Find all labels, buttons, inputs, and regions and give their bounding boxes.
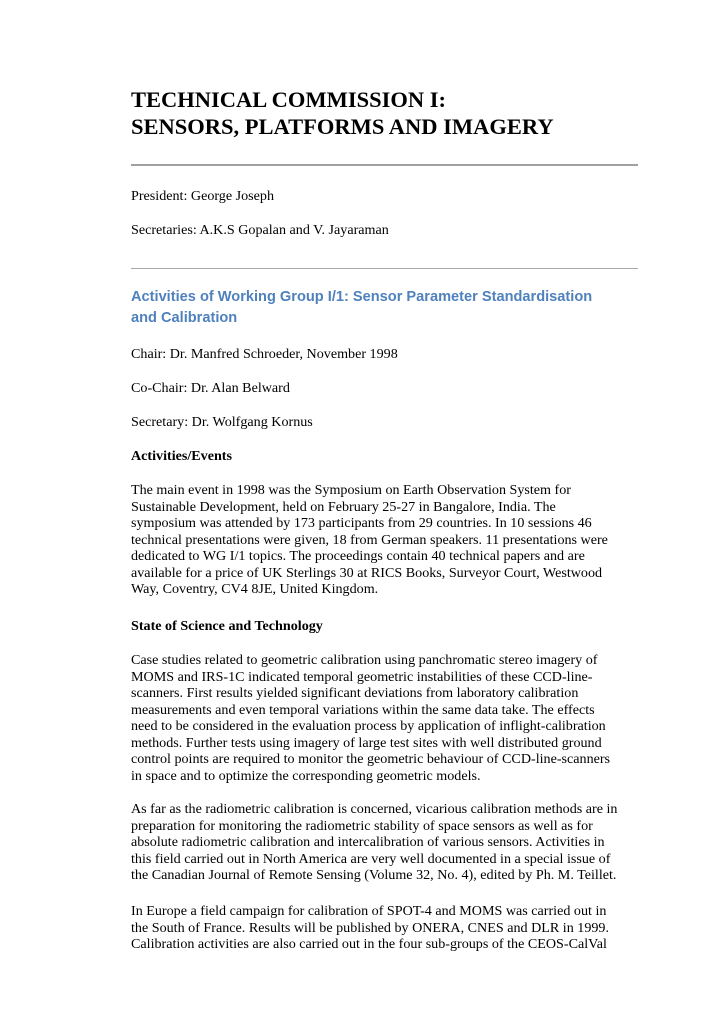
paragraph-line: available for a price of UK Sterlings 30 at RICS Books, Surveyor Court, Westwood (131, 564, 603, 581)
heading-line-1: Activities of Working Group I/1: Sensor Parameter Standardisation (131, 289, 593, 305)
section-divider (131, 268, 638, 269)
paragraph-line: this field carried out in North America are very well documented in a special issue of (131, 850, 611, 867)
state-paragraph-1 (131, 652, 641, 784)
paragraph-line: measurements and even temporal variations within the same data take. The effects (131, 701, 595, 718)
paragraph-line: As far as the radiometric calibration is concerned, vicarious calibration methods are in (131, 801, 618, 817)
paragraph-line: symposium was attended by 173 participants from 29 countries. In 10 sessions 46 (131, 515, 592, 531)
heading-line-2: and Calibration (131, 310, 238, 326)
secretaries-line: Secretaries: A.K.S Gopalan and V. Jayaraman (131, 222, 389, 238)
state-paragraph-3 (131, 903, 641, 953)
paragraph-line: Way, Coventry, CV4 8JE, United Kingdom. (131, 581, 379, 597)
document-title (131, 86, 641, 140)
paragraph-line: The main event in 1998 was the Symposium on Earth Observation System for (131, 482, 571, 498)
paragraph-line: methods. Further tests using imagery of large test sites with well distributed ground (131, 734, 602, 751)
paragraph-line: preparation for monitoring the radiometric stability of space sensors as well as for (131, 817, 593, 834)
title-line-1: TECHNICAL COMMISSION I: (131, 87, 447, 112)
working-group-heading (131, 287, 641, 329)
title-line-2: SENSORS, PLATFORMS AND IMAGERY (131, 114, 554, 139)
secretary-line: Secretary: Dr. Wolfgang Kornus (131, 414, 313, 430)
state-heading: State of Science and Technology (131, 618, 323, 634)
state-paragraph-2 (131, 801, 641, 884)
paragraph-line: absolute radiometric calibration and intercalibration of various sensors. Activities in (131, 834, 605, 850)
paragraph-line: Calibration activities are also carried out in the four sub-groups of the CEOS-CalVal (131, 936, 607, 952)
paragraph-line: in space and to optimize the corresponding geometric models. (131, 767, 481, 784)
paragraph-line: the Canadian Journal of Remote Sensing (Volume 32, No. 4), edited by Ph. M. Teillet. (131, 867, 617, 883)
paragraph-line: control points are required to monitor the geometric behaviour of CCD-line-scanners (131, 751, 611, 767)
paragraph-line: technical presentations were given, 18 from German speakers. 11 presentations were (131, 531, 608, 548)
paragraph-line: the South of France. Results will be published by ONERA, CNES and DLR in 1999. (131, 919, 609, 936)
paragraph-line: MOMS and IRS-1C indicated temporal geometric instabilities of these CCD-line- (131, 668, 593, 685)
title-divider (131, 164, 638, 166)
chair-line: Chair: Dr. Manfred Schroeder, November 1998 (131, 346, 398, 362)
paragraph-line: scanners. First results yielded significant deviations from laboratory calibration (131, 685, 579, 701)
paragraph-line: dedicated to WG I/1 topics. The proceedings contain 40 technical papers and are (131, 548, 585, 564)
paragraph-line: need to be considered in the evaluation process by application of inflight-calibration (131, 718, 606, 734)
president-line: President: George Joseph (131, 188, 275, 204)
cochair-line: Co-Chair: Dr. Alan Belward (131, 380, 290, 396)
paragraph-line: Sustainable Development, held on February 25-27 in Bangalore, India. The (131, 498, 556, 515)
activities-paragraph (131, 482, 641, 598)
paragraph-line: Case studies related to geometric calibration using panchromatic stereo imagery of (131, 652, 598, 668)
activities-heading: Activities/Events (131, 448, 232, 464)
paragraph-line: In Europe a field campaign for calibration of SPOT-4 and MOMS was carried out in (131, 903, 607, 919)
